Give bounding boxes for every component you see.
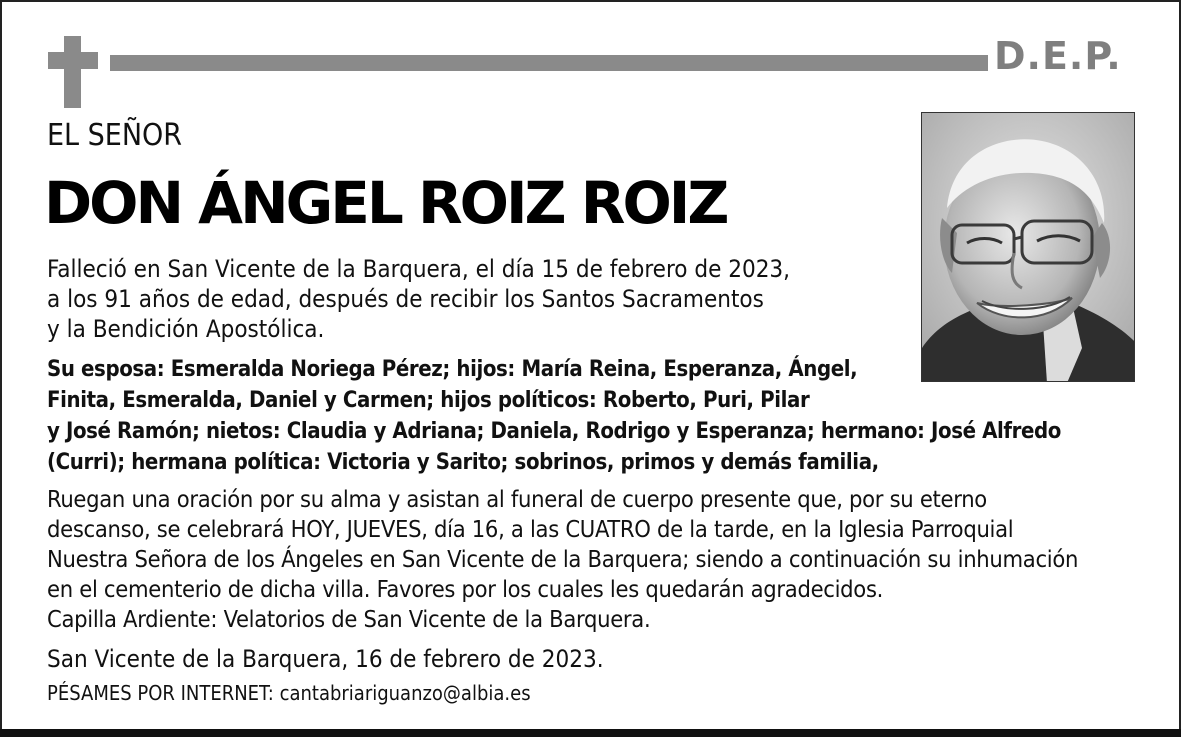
text-line: a los 91 años de edad, después de recibir los Santos Sacramentos xyxy=(47,285,764,313)
dep-label: D.E.P. xyxy=(994,34,1122,78)
honorific: EL SEÑOR xyxy=(47,118,183,153)
text-line: Finita, Esmeralda, Daniel y Carmen; hijos políticos: Roberto, Puri, Pilar xyxy=(47,388,810,413)
cross-icon-bar xyxy=(48,52,98,69)
text-line: y la Bendición Apostólica. xyxy=(47,315,325,343)
text-line: Capilla Ardiente: Velatorios de San Vicente de la Barquera. xyxy=(47,605,651,633)
place-date: San Vicente de la Barquera, 16 de febrero de 2023. xyxy=(47,645,604,673)
bottom-border xyxy=(0,729,1181,737)
text-line: Ruegan una oración por su alma y asistan al funeral de cuerpo presente que, por su eterno xyxy=(47,485,987,513)
deceased-name: DON ÁNGEL ROIZ ROIZ xyxy=(44,169,727,237)
text-line: (Curri); hermana política: Victoria y Sarito; sobrinos, primos y demás familia, xyxy=(47,450,879,475)
text-line: Su esposa: Esmeralda Noriega Pérez; hijos: María Reina, Esperanza, Ángel, xyxy=(47,357,858,382)
family-list xyxy=(47,354,1061,478)
text-line: en el cementerio de dicha villa. Favores por los cuales les quedarán agradecidos. xyxy=(47,575,884,603)
death-announcement xyxy=(47,254,790,344)
cross-icon xyxy=(64,36,81,108)
header-rule xyxy=(110,55,988,71)
text-line: Falleció en San Vicente de la Barquera, el día 15 de febrero de 2023, xyxy=(47,255,791,283)
condolences-contact: PÉSAMES POR INTERNET: cantabriariguanzo@albia.es xyxy=(47,681,531,705)
text-line: descanso, se celebrará HOY, JUEVES, día 16, a las CUATRO de la tarde, en la Iglesia Parroquial xyxy=(47,515,1014,543)
text-line: Nuestra Señora de los Ángeles en San Vicente de la Barquera; siendo a continuación su inhumación xyxy=(47,545,1079,573)
portrait-photo xyxy=(921,112,1135,382)
funeral-details xyxy=(47,484,1078,634)
text-line: y José Ramón; nietos: Claudia y Adriana; Daniela, Rodrigo y Esperanza; hermano: José Alfredo xyxy=(47,419,1061,444)
portrait-image xyxy=(922,113,1135,382)
